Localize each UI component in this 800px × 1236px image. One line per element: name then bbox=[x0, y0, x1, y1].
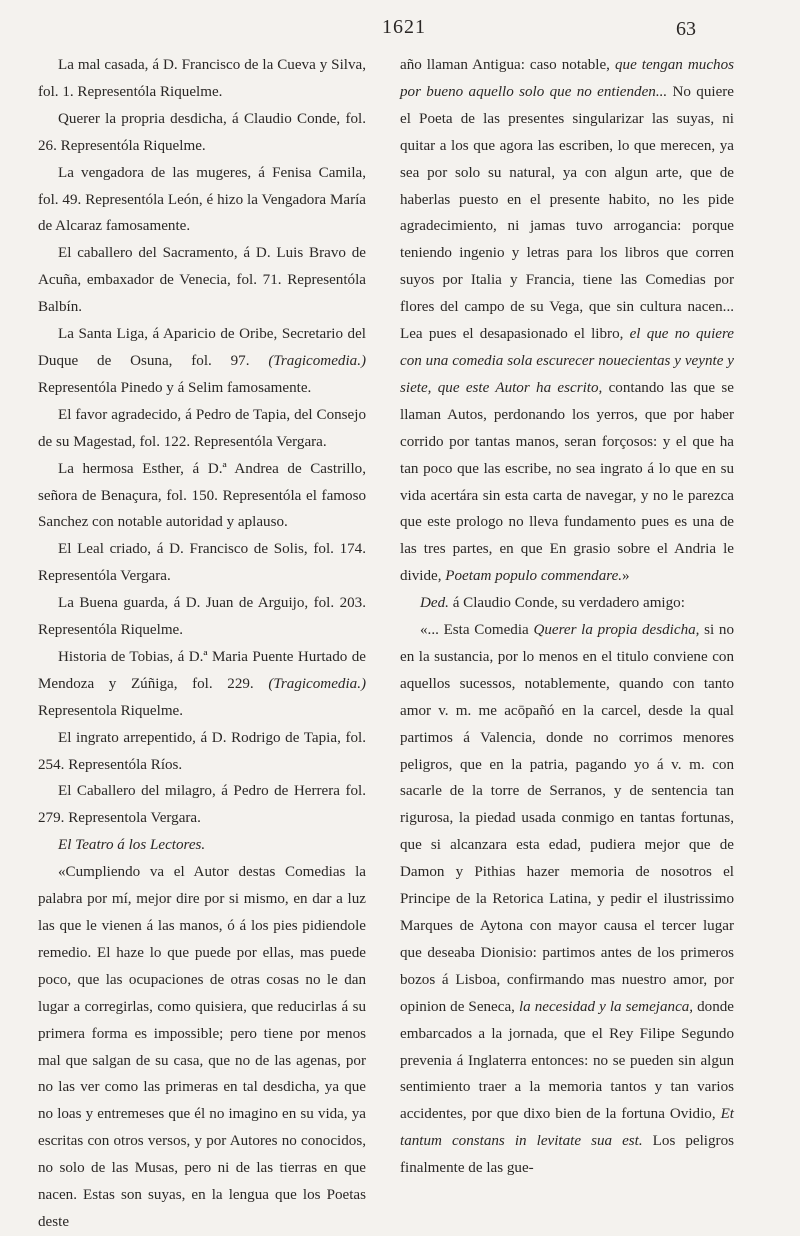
catalog-entry bbox=[38, 321, 366, 402]
catalog-entry: La vengadora de las mugeres, á Fenisa Camila, fol. 49. Representóla León, é hizo la Vengadora María de Alcaraz famosamente. bbox=[38, 164, 366, 235]
text-run: año llaman Antigua: caso notable, bbox=[400, 57, 615, 73]
catalog-entry: El favor agradecido, á Pedro de Tapia, del Consejo de su Magestad, fol. 122. Representóla Vergara. bbox=[38, 406, 366, 450]
text-run: Representola Riquelme. bbox=[38, 702, 184, 719]
italic-text: Poetam populo commendare. bbox=[445, 568, 623, 585]
catalog-entry: El ingrato arrepentido, á D. Rodrigo de Tapia, fol. 254. Representóla Ríos. bbox=[38, 729, 366, 773]
page-year: 1621 bbox=[382, 16, 426, 38]
text-run: si no en la sustancia, por lo menos en el titulo conviene con aquellos sucessos, notablemente, quando con tanto amor v. m. me acōpañó en la carcel, desde la qual partimos á Valencia, donde no corrimos menores peligros, que en la patria, pagando yo á v. m. con sacarle de la torre de Serranos, y de sentencia tan rigurosa, la piedad usada conmigo en tantas fortunas, que si alcanzara esta edad, pudiera mejor que de Damon y Pithias hazer memoria de nosotros el Principe de la Retorica Latina, y pedir el ilustrissimo Marques de Aytona con mayor causa el tercer lugar que deseaba Dionisio: partimos antes de los primeros bozos á Lisboa, confirmando mas nuestro amor, por opinion de Seneca, bbox=[400, 622, 735, 1015]
text-run: contando las que se llaman Autos, perdonando los yerros, que por haber corrido por tantas manos, seran forçosos: y el que ha tan poco que las escribe, no sea ingrato á lo que en su vida acertára sin esta carta de navegar, y no le parezca que este prologo no lleva fundamento pues es una de las tres partes, en que En grasio sobre el Andria le divide, bbox=[400, 379, 734, 585]
text-run: Historia de Tobias, á D.ª Maria Puente Hurtado de Mendoza y Zúñiga, fol. 229. bbox=[38, 648, 366, 692]
catalog-entry: La hermosa Esther, á D.ª Andrea de Castrillo, señora de Benaçura, fol. 150. Representóla el famoso Sanchez con notable autoridad y aplauso. bbox=[38, 460, 366, 531]
italic-text: Et tantum constans in levitate sua est. bbox=[400, 1106, 734, 1150]
catalog-entry: «Cumpliendo va el Autor destas Comedias la palabra por mí, mejor dire por si mismo, en dar a luz las que le vienen á las manos, ó á los pies pidiendole remedio. El haze lo que puede por ellas, mas puede poco, que las ocupaciones de otras cosas no le dan lugar a corregirlas, como quisiera, que reducirlas á su primera forma es impossible; pero tiene por menos mal que salgan de su casa, que no de las agenas, por no las ver como las primeras en tal desdicha, ya que no loas y entremeses que él no imagino en su vida, ya escritas con otros versos, y por Autores no conocidos, no solo de las Musas, pero ni de las tierras en que nacen. Estas son suyas, en la lengua que los Poetas deste bbox=[38, 864, 366, 1230]
section-heading: El Teatro á los Lectores. bbox=[58, 837, 206, 854]
catalog-entry: El Caballero del milagro, á Pedro de Herrera fol. 279. Representola Vergara. bbox=[38, 783, 366, 827]
catalog-entry: La mal casada, á D. Francisco de la Cueva y Silva, fol. 1. Representóla Riquelme. bbox=[38, 57, 366, 100]
text-run: La Santa Liga, á Aparicio de Oribe, Secretario del Duque de Osuna, fol. 97. bbox=[38, 326, 366, 369]
italic-text: el que no quiere con una comedia sola escurecer nouecientas y veynte y siete, que este Autor ha escrito, bbox=[400, 326, 735, 396]
text-run: » bbox=[622, 568, 630, 585]
text-run: donde embarcados a la jornada, que el Rey Filipe Segundo prevenia á Inglaterra entonces: no se pueden sin algun sentimiento traer a la memoria tantos y tan varios accidentes, por que dixo bien de la fortuna Ovidio, bbox=[400, 998, 735, 1123]
text-run: «... Esta Comedia bbox=[420, 622, 534, 639]
dedication-line bbox=[400, 590, 734, 617]
italic-text: que tengan muchos por bueno aquello solo que no entienden... bbox=[400, 57, 734, 100]
italic-text: Querer la propia desdicha, bbox=[533, 622, 700, 639]
catalog-entry bbox=[400, 617, 734, 1182]
italic-text: Ded. bbox=[420, 595, 449, 612]
catalog-entry: La Buena guarda, á D. Juan de Arguijo, fol. 203. Representóla Riquelme. bbox=[38, 595, 366, 639]
italic-text: (Tragicomedia.) bbox=[268, 675, 366, 692]
page-header bbox=[0, 16, 800, 46]
text-run: á Claudio Conde, su verdadero amigo: bbox=[448, 595, 685, 612]
left-column bbox=[38, 52, 366, 1236]
italic-text: (Tragicomedia.) bbox=[268, 352, 366, 369]
continued-paragraph bbox=[400, 52, 734, 590]
right-column bbox=[400, 52, 734, 1182]
text-run: Representóla Pinedo y á Selim famosamente. bbox=[38, 379, 312, 396]
catalog-entry: El Leal criado, á D. Francisco de Solis, fol. 174. Representóla Vergara. bbox=[38, 541, 366, 585]
text-run: Los peligros finalmente de las gue- bbox=[400, 1133, 734, 1177]
catalog-entry: Querer la propria desdicha, á Claudio Conde, fol. 26. Representóla Riquelme. bbox=[38, 110, 366, 154]
page-number: 63 bbox=[676, 18, 696, 40]
catalog-entry: El caballero del Sacramento, á D. Luis Bravo de Acuña, embaxador de Venecia, fol. 71. Representóla Balbín. bbox=[38, 245, 366, 316]
catalog-entry bbox=[38, 644, 366, 725]
text-run: No quiere el Poeta de las presentes singularizar las suyas, ni quitar a los que agora las escriben, lo que merecen, ya sea por solo su natural, ya con algun arte, que de haberlas puesto en el presente habito, no les pide agradecimiento, ni jamas tuvo arrogancia: porque teniendo ingenio y letras para los libros que corren suyos por Italia y Francia, tiene las Comedias por flores del campo de su Vega, que sin cultura nacen... Lea pues el desapasionado el libro, bbox=[400, 83, 734, 343]
italic-text: la necesidad y la semejanca, bbox=[518, 998, 694, 1015]
